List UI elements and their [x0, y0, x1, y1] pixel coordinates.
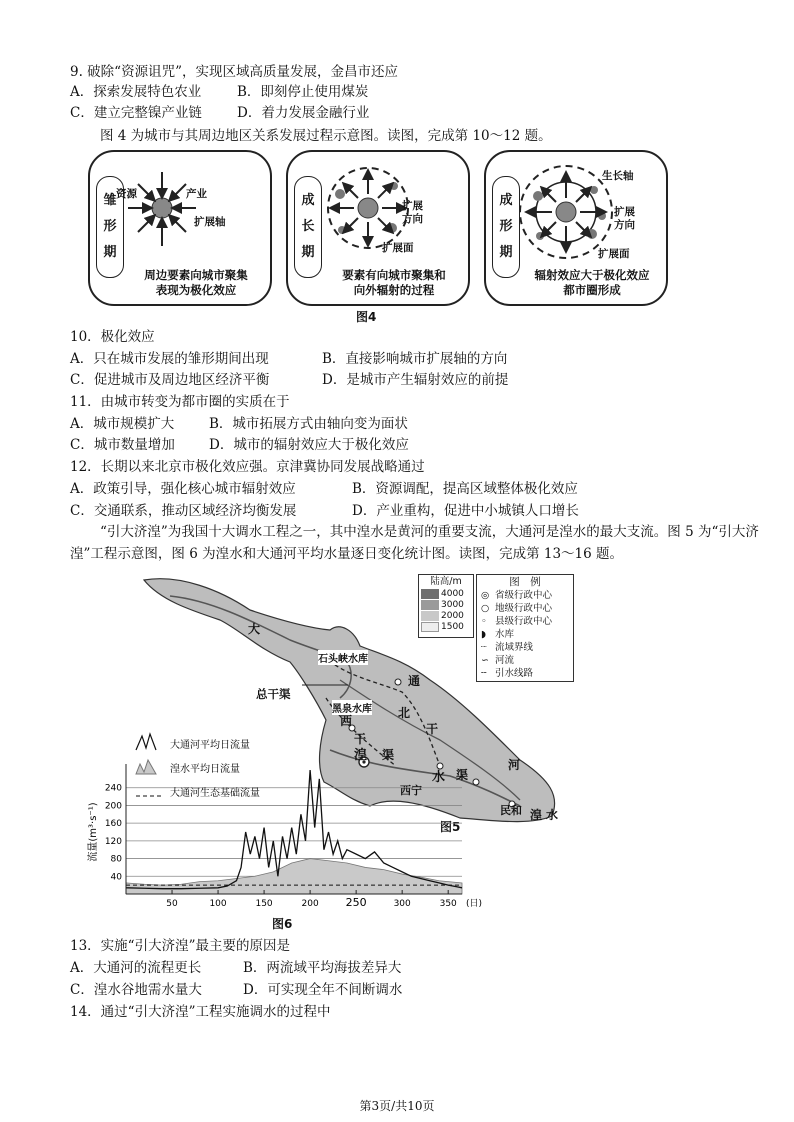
x-tick-label: 300 [393, 899, 411, 909]
q12-option-c: C．交通联系，推动区域经济均衡发展 [70, 503, 297, 519]
legend-boundary: 流域界线 [495, 642, 534, 653]
y-tick-label: 240 [104, 783, 122, 794]
fig6-caption: 图6 [272, 917, 293, 931]
elevation-legend [418, 574, 474, 638]
q13-option-a: A．大通河的流程更长 [70, 960, 202, 976]
map-label-shui2: 水 [546, 808, 559, 822]
fig4-panel-embryo [88, 150, 272, 306]
x-tick-label: 250 [345, 896, 367, 909]
label-direction: 扩展 方向 [402, 200, 423, 225]
city-arrows-diagram [130, 158, 266, 268]
legend-reservoir: 水库 [495, 629, 515, 640]
panel-caption: 辐射效应大于极化效应 都市圈形成 [534, 268, 650, 297]
q9-option-b: B．即刻停止使用煤炭 [237, 84, 369, 100]
y-tick-label: 200 [104, 801, 122, 812]
q9-option-c: C．建立完整镍产业链 [70, 105, 202, 121]
y-tick-label: 40 [110, 872, 122, 883]
map-label-qu: 渠 [382, 748, 395, 762]
q11-option-a: A．城市规模扩大 [70, 416, 175, 432]
map-label-shui: 水 [432, 770, 446, 785]
y-tick-label: 160 [104, 819, 122, 830]
legend-label: 大通河生态基础流量 [170, 788, 260, 799]
map-label-tong: 通 [408, 674, 421, 688]
q12-option-a: A．政策引导，强化核心城市辐射效应 [70, 481, 296, 497]
legend-river: 河流 [495, 655, 515, 666]
x-tick-label: 200 [301, 899, 319, 909]
fig6-chart [82, 730, 483, 916]
q11-option-c: C．城市数量增加 [70, 437, 175, 453]
map-legend: 图 例 ◎ 省级行政中心 ○ 地级行政中心 ◦ 县级行政中心 ◗ 水库 ┈ 流域界线 ∽ 河流 ╌ 引水线路 [476, 574, 574, 682]
fig4-intro: 图 4 为城市与其周边地区关系发展过程示意图。读图，完成第 10～12 题。 [100, 128, 552, 144]
map-label-xining: 西宁 [400, 784, 422, 797]
label-face: 扩展面 [382, 242, 414, 254]
legend-title: 图 例 [509, 576, 541, 588]
q10-option-d: D．是城市产生辐射效应的前提 [322, 372, 509, 388]
label-direction: 扩展 方向 [614, 206, 635, 231]
elev-3000: 3000 [441, 599, 464, 610]
map-label-huang: 湟 [354, 748, 368, 763]
zonggan-leader [250, 682, 350, 688]
label-industry: 产业 [186, 188, 207, 200]
map-label-shimen: 石头峡水库 [318, 650, 368, 665]
q13-option-c: C．湟水谷地需水量大 [70, 982, 202, 998]
q12-option-b: B．资源调配，提高区域整体极化效应 [352, 481, 578, 497]
q10-option-b: B．直接影响城市扩展轴的方向 [322, 351, 508, 367]
legend-label: 湟水平均日流量 [170, 764, 240, 775]
label-axis: 扩展轴 [194, 216, 226, 228]
q12-option-d: D．产业重构，促进中小城镇人口增长 [352, 503, 579, 519]
page-footer: 第3页/共10页 [359, 1099, 435, 1113]
x-tick-label: 150 [255, 899, 273, 909]
map-label-gan: 干 [354, 732, 367, 746]
map-label-da: 大 [248, 622, 261, 636]
q13-stem: 13．实施“引大济湟”最主要的原因是 [70, 938, 290, 954]
map-label-qu2: 渠 [456, 768, 469, 782]
legend-prefecture: 地级行政中心 [495, 603, 553, 614]
elev-1500: 1500 [441, 621, 464, 632]
q11-option-b: B．城市拓展方式由轴向变为面状 [209, 416, 408, 432]
stage-tag: 成 长 期 [294, 176, 322, 278]
x-axis-label: (日) [466, 899, 483, 909]
legend-diversion: 引水线路 [495, 668, 534, 679]
map-label-bei: 北 [398, 706, 411, 720]
q10-stem: 10．极化效应 [70, 329, 155, 345]
label-face: 扩展面 [598, 248, 630, 260]
elevation-title: 陆高/m [430, 576, 462, 587]
map-label-minhe: 民和 [500, 804, 522, 817]
elev-2000: 2000 [441, 610, 464, 621]
fig5-caption: 图5 [440, 820, 461, 834]
fig4-caption: 图4 [356, 310, 377, 324]
y-tick-label: 120 [104, 836, 122, 847]
q11-option-d: D．城市的辐射效应大于极化效应 [209, 437, 409, 453]
y-axis-label: 流量(m³·s⁻¹) [88, 802, 99, 862]
q10-option-c: C．促进城市及周边地区经济平衡 [70, 372, 270, 388]
legend-swatch-datong [136, 734, 156, 750]
map-label-huang2: 湟 [530, 808, 543, 822]
panel-caption: 周边要素向城市聚集 表现为极化效应 [144, 268, 248, 297]
stage-tag: 成 形 期 [492, 176, 520, 278]
legend-provincial: 省级行政中心 [495, 590, 553, 601]
label-resource: 资源 [116, 188, 137, 200]
map-label-xi: 西 [340, 714, 353, 728]
fig56-intro: “引大济湟”为我国十大调水工程之一，其中湟水是黄河的重要支流，大通河是湟水的最大支流。图 5 为“引大济湟”工程示意图，图 6 为湟水和大通河平均水量逐日变化统计图。读图，完成第 13～16 题。 [70, 524, 759, 562]
legend-label: 大通河平均日流量 [170, 740, 250, 751]
q11-stem: 11．由城市转变为都市圈的实质在于 [70, 394, 290, 410]
q9-stem: 9. 破除“资源诅咒”，实现区域高质量发展，金昌市还应 [70, 64, 398, 80]
q9-option-a: A．探索发展特色农业 [70, 84, 202, 100]
label-growth-axis: 生长轴 [602, 170, 634, 182]
map-label-heiquan: 黑泉水库 [332, 700, 372, 715]
q13-option-b: B．两流域平均海拔差异大 [243, 960, 402, 976]
q12-stem: 12．长期以来北京市极化效应强。京津冀协同发展战略通过 [70, 459, 425, 475]
legend-swatch-huangshui [136, 760, 156, 774]
map-label-he: 河 [508, 758, 521, 772]
x-tick-label: 50 [166, 899, 178, 909]
chart-legend [136, 734, 260, 799]
fig4-panel-formed [484, 150, 668, 306]
legend-county: 县级行政中心 [495, 616, 553, 627]
q14-stem: 14．通过“引大济湟”工程实施调水的过程中 [70, 1004, 331, 1020]
elev-4000: 4000 [441, 588, 464, 599]
x-tick-label: 350 [439, 899, 457, 909]
q13-option-d: D．可实现全年不间断调水 [243, 982, 403, 998]
x-tick-label: 100 [209, 899, 227, 909]
map-label-zonggan: 总干渠 [256, 687, 291, 701]
map-label-gan2: 干 [426, 722, 439, 736]
fig4-panel-growth [286, 150, 470, 306]
panel-caption: 要素有向城市聚集和 向外辐射的过程 [342, 268, 446, 297]
y-tick-label: 80 [110, 854, 122, 865]
q9-option-d: D．着力发展金融行业 [237, 105, 370, 121]
q10-option-a: A．只在城市发展的雏形期间出现 [70, 351, 269, 367]
stage-tag: 雏 形 期 [96, 176, 124, 278]
